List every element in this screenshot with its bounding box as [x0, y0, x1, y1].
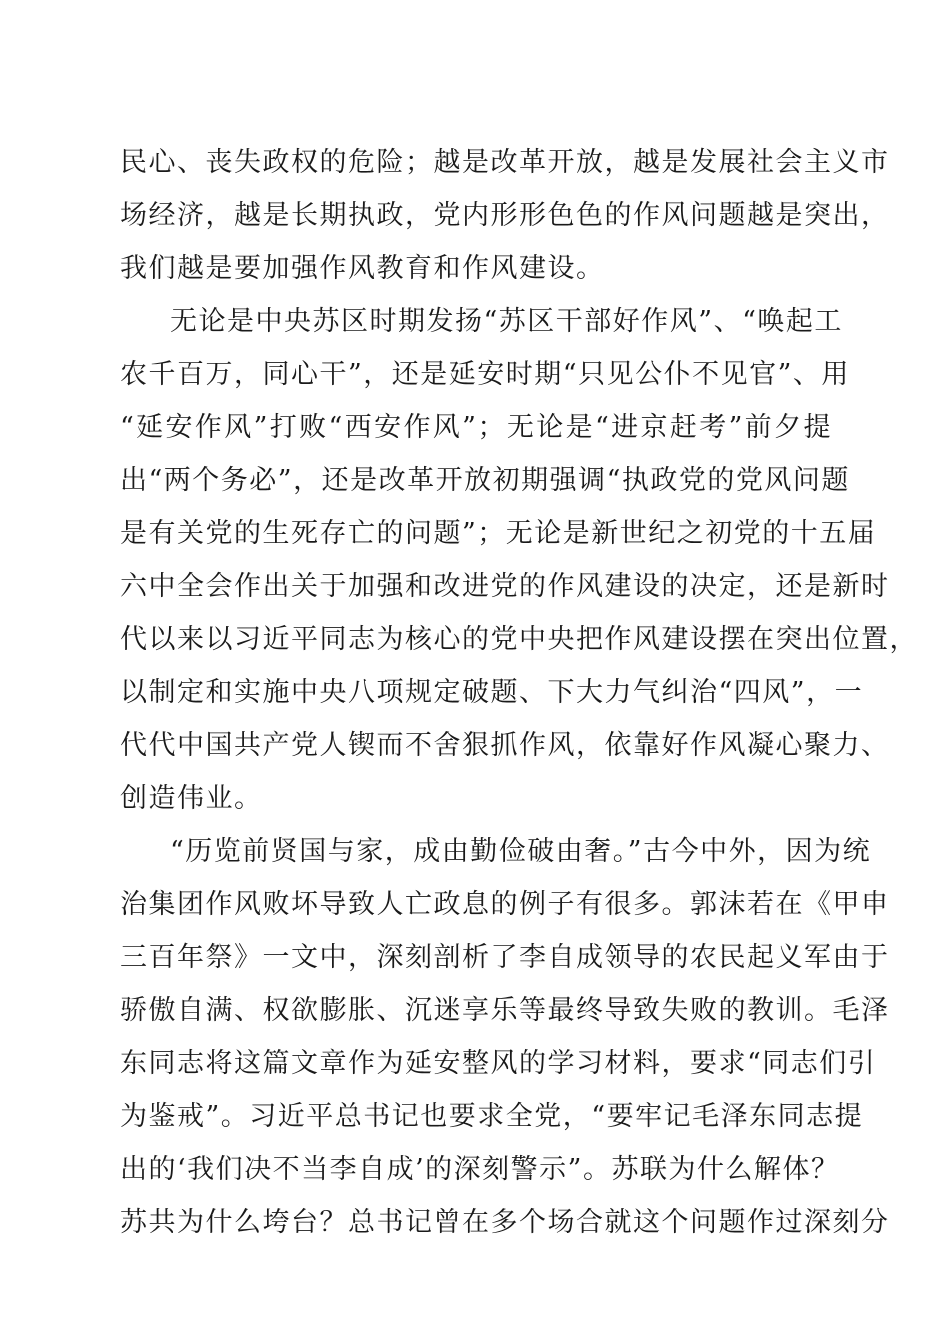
text-line: 为鉴戒”。习近平总书记也要求全党，“要牢记毛泽东同志提 — [120, 1101, 864, 1132]
text-line: 我们越是要加强作风教育和作风建设。 — [120, 253, 605, 284]
text-line: 出的‘我们决不当李自成’的深刻警示”。苏联为什么解体？ — [120, 1154, 840, 1185]
text-line: “历览前贤国与家，成由勤俭破由奢。”古今中外，因为统 — [170, 836, 872, 867]
text-line: 骄傲自满、权欲膨胀、沉迷享乐等最终导致失败的教训。毛泽 — [120, 995, 890, 1026]
text-line: 苏共为什么垮台？总书记曾在多个场合就这个问题作过深刻分 — [120, 1207, 890, 1238]
text-line: 农千百万，同心干”，还是延安时期“只见公仆不见官”、用 — [120, 359, 850, 390]
text-line: 民心、丧失政权的危险；越是改革开放，越是发展社会主义市 — [120, 147, 890, 178]
text-line: 代代中国共产党人锲而不舍狠抓作风，依靠好作风凝心聚力、 — [120, 730, 890, 761]
text-line: 东同志将这篇文章作为延安整风的学习材料，要求“同志们引 — [120, 1048, 877, 1079]
text-line: “延安作风”打败“西安作风”；无论是“进京赶考”前夕提 — [120, 412, 832, 443]
text-line: 出“两个务必”，还是改革开放初期强调“执政党的党风问题 — [120, 465, 850, 496]
text-line: 三百年祭》一文中，深刻剖析了李自成领导的农民起义军由于 — [120, 942, 890, 973]
text-line: 六中全会作出关于加强和改进党的作风建设的决定，还是新时 — [120, 571, 890, 602]
text-line: 是有关党的生死存亡的问题”；无论是新世纪之初党的十五届 — [120, 518, 877, 549]
text-line: 场经济，越是长期执政，党内形形色色的作风问题越是突出， — [120, 200, 890, 231]
text-line: 治集团作风败坏导致人亡政息的例子有很多。郭沫若在《甲申 — [120, 889, 890, 920]
text-line: 以制定和实施中央八项规定破题、下大力气纠治“四风”，一 — [120, 677, 864, 708]
text-line: 无论是中央苏区时期发扬“苏区干部好作风”、“唤起工 — [170, 306, 843, 337]
text-line: 代以来以习近平同志为核心的党中央把作风建设摆在突出位置， — [120, 624, 918, 655]
text-line: 创造伟业。 — [120, 783, 263, 814]
